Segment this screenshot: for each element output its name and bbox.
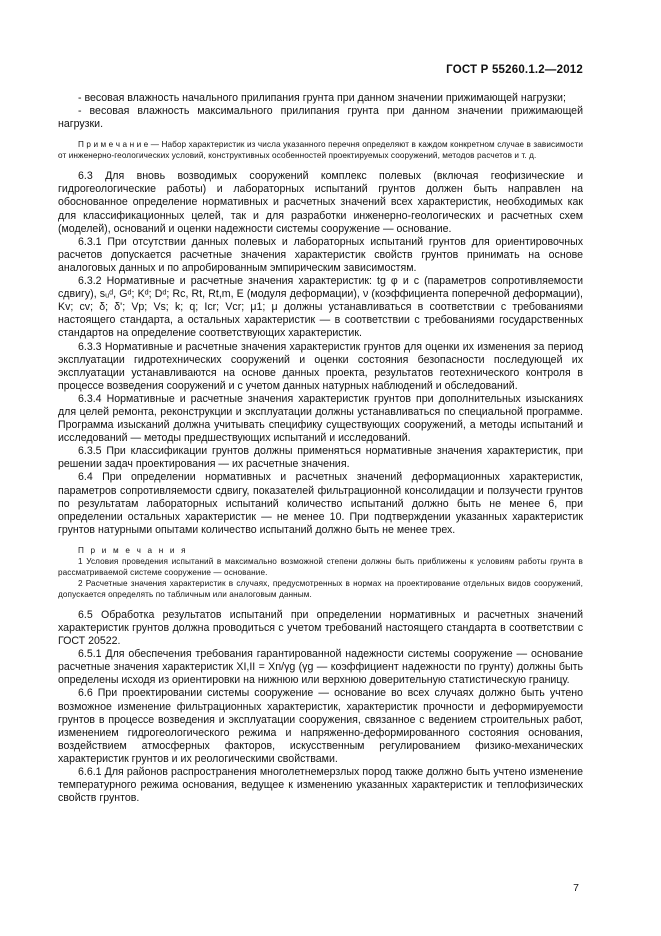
- section-6-5: 6.5 Обработка результатов испытаний при определении нормативных и расчетных значений характеристик грунтов должна проводиться с учетом требований настоящего стандарта в соответствии с ГОСТ 20522.: [58, 608, 583, 648]
- section-6-3-1: 6.3.1 При отсутствии данных полевых и лабораторных испытаний грунтов для ориентировочных расчетов допускается расчетные значения характеристик свойств грунтов принимать на основе аналоговых данных и по апробированным эмпирическим зависимостям.: [58, 235, 583, 274]
- section-6-5-1: 6.5.1 Для обеспечения требования гарантированной надежности системы сооружение — основание расчетные значения характеристик XI,II = Xn/γg (γg — коэффициент надежности по грунту) должны быть определены исходя из ориентировки на нижнюю или верхнюю доверительную статистическую границу.: [58, 648, 583, 687]
- section-6-3: 6.3 Для вновь возводимых сооружений комплекс полевых (включая геофизические и гидрогеологические работы) и лабораторных испытаний грунтов должен быть направлен на обоснованное определение нормативных и расчетных значений всех характеристик, необходимых как для классификационных целей, так и для разработки инженерно-геологических и расчетных схем (моделей), оснований и оценки надежности системы сооружение — основание.: [58, 170, 583, 235]
- paragraph-adhesion-initial: - весовая влажность начального прилипания грунта при данном значении прижимающей нагрузки;: [78, 92, 566, 104]
- note-item-2: 2 Расчетные значения характеристик в случаях, предусмотренных в нормах на проектирование отдельных видов сооружений, допускается определять по табличным или аналоговым данным.: [58, 578, 583, 599]
- section-6-6-1: 6.6.1 Для районов распространения многолетнемерзлых пород также должно быть учтено изменение температурного режима основания, ведущее к изменению указанных характеристик и теплофизических свойств грунтов.: [58, 766, 583, 805]
- paragraph-adhesion-max: - весовая влажность максимального прилипания грунта при данном значении прижимающей нагрузки.: [58, 105, 583, 131]
- section-6-3-5: 6.3.5 При классификации грунтов должны применяться нормативные значения характеристик, при решении задач проектирования — их расчетные значения.: [58, 445, 583, 471]
- section-6-3-3: 6.3.3 Нормативные и расчетные значения характеристик грунтов для оценки их изменения за период эксплуатации гидротехнических сооружений и оценки состояния безопасности последующей их эксплуатации устанавливаются на основе данных проекта, результатов геотехнического контроля в процессе возведения сооружений и с учетом данных натурных наблюдений и обследований.: [58, 340, 583, 392]
- page-content: [58, 92, 583, 805]
- note-item-1: 1 Условия проведения испытаний в максимально возможной степени должны быть приближены к условиям работы грунта в рассматриваемой системе сооружение — основание.: [58, 556, 583, 577]
- section-6-6: 6.6 При проектировании системы сооружение — основание во всех случаях должно быть учтено возможное изменение фильтрационных характеристик, характеристик прочности и деформируемости грунтов в процессе возведения и эксплуатации сооружения, связанное с ведением строительных работ, изменением гидрогеологического режима и напряженно-деформированного состояния основания, воздействием атмосферных факторов, искусственным регулированием физико-механических характеристик грунтов и их реологическими свойствами.: [58, 687, 583, 765]
- section-6-3-2: 6.3.2 Нормативные и расчетные значения характеристик: tg φ и c (параметров сопротивляемости сдвигу), sᵤᵈ, Gᵈ; Kᵈ; Dᵈ; Rc, Rt, Rt,m, E (модуля деформации), ν (коэффициента поперечной деформации), Kv; cv; δ; δ'; Vp; Vs; k; q; Icr; Vcr; μ1; μ должны устанавливаться в соответствии с требованиями настоящего стандарта, а остальных характеристик — в соответствии с требованиями государственных стандартов на определение соответствующих характеристик.: [58, 275, 583, 340]
- section-6-3-4: 6.3.4 Нормативные и расчетные значения характеристик грунтов при дополнительных изысканиях для целей ремонта, реконструкции и эксплуатации должны устанавливаться по специальной программе. Программа изысканий должна учитывать специфику существующих сооружений, а методы испытаний и исследований — методы предшествующих испытаний и исследований.: [58, 392, 583, 445]
- page-number: 7: [573, 882, 579, 894]
- section-6-4: 6.4 При определении нормативных и расчетных значений деформационных характеристик, параметров сопротивляемости сдвигу, показателей фильтрационной консолидации и ползучести грунтов по результатам лабораторных испытаний количество испытаний должно быть не менее 6, при определении остальных характеристик — не менее 10. При подтверждении указанных характеристик грунтов натурными опытами количество испытаний должно быть не менее трех.: [58, 471, 583, 536]
- notes-title: П р и м е ч а н и я: [78, 545, 188, 555]
- document-code-header: ГОСТ Р 55260.1.2—2012: [446, 64, 583, 76]
- note-characteristics-set: П р и м е ч а н и е — Набор характеристик из числа указанного перечня определяют в каждом конкретном случае в зависимости от инженерно-геологических условий, конструктивных особенностей проектируемых сооружений, методов расчетов и т. д.: [58, 140, 583, 161]
